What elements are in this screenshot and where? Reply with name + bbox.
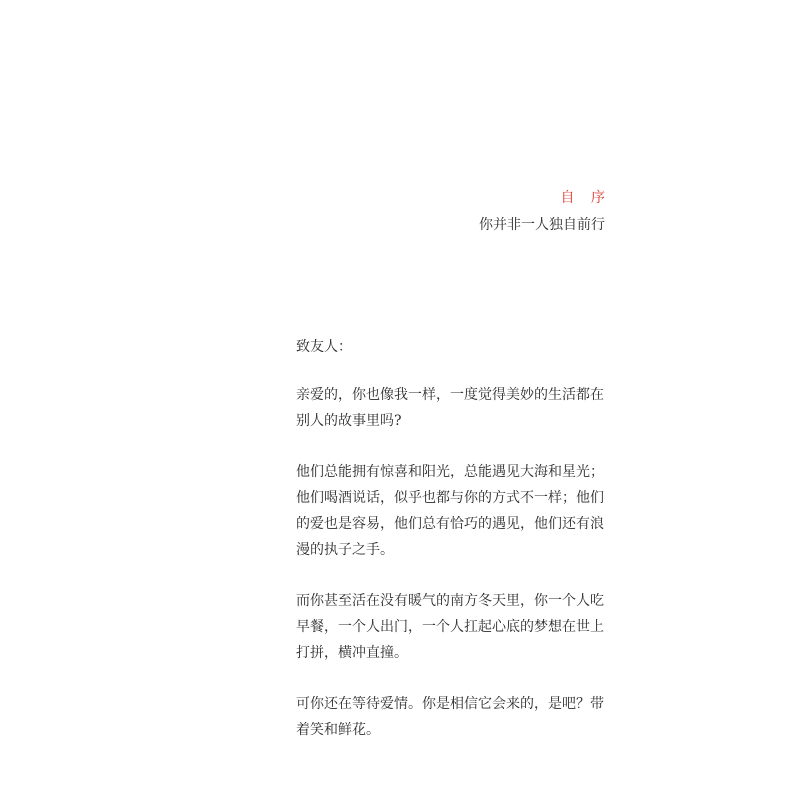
letter-paragraph-1: 亲爱的，你也像我一样，一度觉得美妙的生活都在别人的故事里吗? [296,387,604,429]
letter-salutation: 致友人： [296,339,352,355]
letter-paragraph-2: 他们总能拥有惊喜和阳光，总能遇见大海和星光；他们喝酒说话，似乎也都与你的方式不一样；他们的爱也是容易，他们总有恰巧的遇见，他们还有浪漫的执子之手。 [296,464,604,558]
letter-body [296,334,611,768]
chapter-header [479,188,611,236]
letter-paragraph-4: 可你还在等待爱情。你是相信它会来的，是吧？带着笑和鲜花。 [296,696,604,738]
chapter-subtitle: 你并非一人独自前行 [479,217,605,233]
letter-paragraph-3: 而你甚至活在没有暖气的南方冬天里，你一个人吃早餐，一个人出门，一个人扛起心底的梦想在世上打拼，横冲直撞。 [296,593,604,661]
chapter-title: 自 序 [560,190,611,206]
